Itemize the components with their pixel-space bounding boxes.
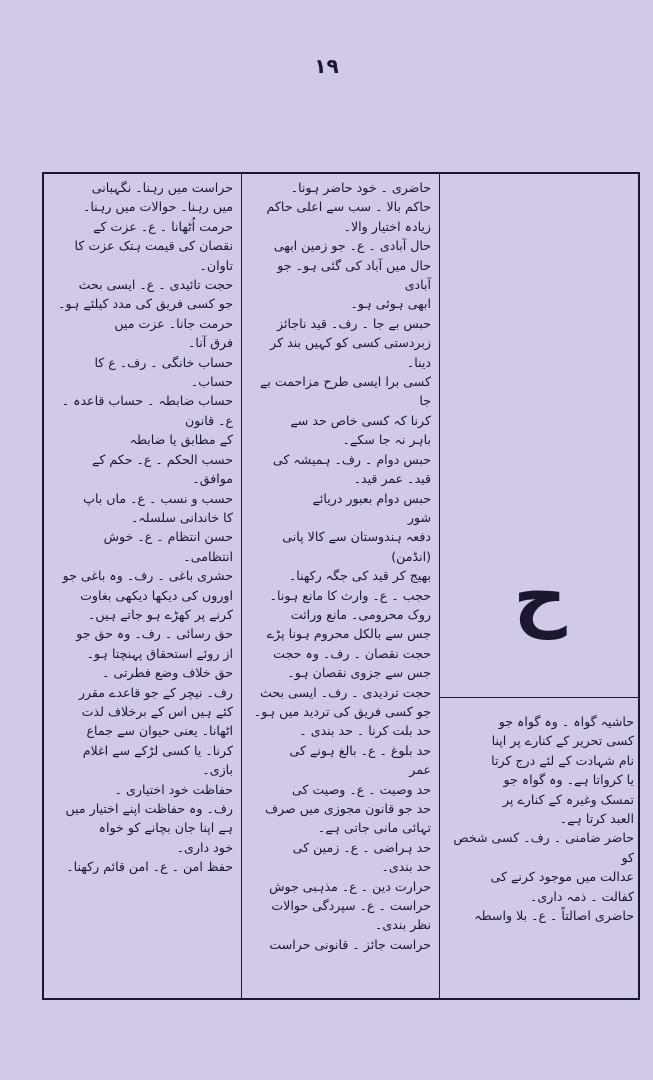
left-column (42, 172, 242, 1000)
entry-line: روک محرومی۔ مانع وراثت (290, 606, 431, 622)
entry-line: عدالت میں موجود کرنے کی (490, 869, 634, 885)
entry-line: العبد کرتا ہے۔ (559, 811, 634, 827)
entry-line: حاکم بالا ۔ سب سے اعلی حاکم (266, 199, 431, 215)
entry-line: موافق۔ (192, 471, 233, 487)
entry-line: رف۔ نیچر کے جو قاعدے مقرر (78, 684, 233, 700)
entry-line: حسب و نسب ۔ ع۔ ماں باپ (83, 490, 233, 506)
entry-line: حرمت جانا۔ عزت میں (114, 315, 233, 331)
column-divider (440, 697, 640, 698)
entry-line: حساب ضابطہ ۔ حساب قاعدہ ۔ ع۔ قانون (61, 393, 233, 428)
entry-line: اٹھانا۔ یعنی حیوان سے جماع (86, 723, 233, 739)
entry-line: از روئے استحقاق پہنچتا ہو۔ (86, 645, 233, 661)
right-column-entries (446, 712, 634, 925)
entry-line: بھیج کر قید کی جگہ رکھنا۔ (288, 568, 431, 584)
entry-line: حجت تردیدی ۔ رف۔ ایسی بحث (260, 684, 431, 700)
entry-line: حد ہراضی ۔ ع۔ زمین کی (292, 839, 431, 855)
entry-line: تہائی مانی جاتی ہے۔ (317, 820, 431, 836)
entry-line: حرارت دین ۔ ع۔ مذہبی جوش (269, 878, 431, 894)
entry-line: بازی۔ (202, 762, 233, 778)
entry-line: کئے ہیں اس کے برخلاف لذت (81, 703, 233, 719)
entry-line: حساب خانگی ۔ رف۔ ع کا (94, 354, 233, 370)
entry-line: حق خلاف وضع فطرتی ۔ (102, 665, 233, 681)
entry-line: کرنا۔ یا کسی لڑکے سے اغلام (82, 742, 233, 758)
entry-line: خود داری۔ (176, 839, 233, 855)
entry-line: رف۔ وہ حفاظت اپنے اختیار میں (65, 801, 233, 816)
entry-line: میں رہنا۔ حوالات میں رہنا۔ (82, 199, 233, 215)
entry-line: نظر بندی۔ (375, 917, 431, 933)
entry-line: کسی تحریر کے کنارے پر اپنا (491, 733, 634, 749)
entry-line: حبس دوام بعبور دریائے (312, 490, 431, 506)
entry-line: ہے اپنا جان بچانے کو خواہ (98, 820, 233, 836)
entry-line: حال آبادی ۔ ع۔ جو زمین ابھی (273, 238, 431, 254)
entry-line: حسن انتظام ۔ ع۔ خوش (103, 529, 233, 545)
entry-line: جو کسی فریق کی تردید میں ہو۔ (253, 703, 431, 719)
entry-line: کسی برا ایسی طرح مزاحمت بے جا (259, 374, 431, 409)
entry-line: حراست جائز ۔ قانونی حراست (269, 936, 431, 952)
page-number: ١٩ (314, 54, 339, 78)
entry-line: حرمت اُٹھانا ۔ ع۔ عزت کے (93, 218, 233, 234)
entry-line: فرق آنا۔ (188, 335, 233, 351)
entry-line: حبس بے جا ۔ رف۔ قید ناجائز (277, 315, 431, 331)
entry-line: یا کرواتا ہے۔ وہ گواہ جو (503, 772, 634, 788)
entry-line: کرنے پر کھڑے ہو جاتے ہیں۔ (88, 606, 233, 622)
entry-line: حجب ۔ ع۔ وارث کا مانع ہونا۔ (269, 587, 431, 603)
entry-line: قید۔ عمر قید۔ (353, 471, 431, 487)
entry-line: تمسک وغیرہ کے کنارے پر (502, 791, 634, 807)
entry-line: حد بلت کرنا ۔ حد بندی ۔ (299, 723, 431, 739)
entry-line: کا خاندانی سلسلہ۔ (131, 509, 233, 525)
entry-line: حجت تائیدی ۔ ع۔ ایسی بحث (78, 277, 233, 293)
entry-line: حبس دوام ۔ رف۔ ہمیشہ کی (272, 451, 431, 467)
entry-line: عمر (409, 762, 431, 778)
entry-line: نام شہادت کے لئے درج کرتا (491, 752, 634, 768)
entry-line: حد جو قانون مجوزی میں صرف (265, 801, 431, 816)
entry-line: حد وصیت ۔ ع۔ وصیت کی (291, 781, 431, 797)
entry-line: حراست ۔ ع۔ سپردگی حوالات (271, 898, 431, 914)
entry-line: حشری باغی ۔ رف۔ وہ باغی جو (62, 568, 233, 584)
entry-line: حفاظت خود اختیاری ۔ (114, 781, 233, 797)
entry-line: حسب الحکم ۔ ع۔ حکم کے (92, 451, 233, 467)
entry-line: حاضری ۔ خود حاضر ہونا۔ (290, 180, 431, 195)
entry-line: جس سے بالکل محروم ہونا پڑے (266, 626, 431, 642)
entry-line: انتظامی۔ (183, 548, 233, 564)
entry-line: حق رسائی ۔ رف۔ وہ حق جو (76, 626, 233, 642)
entry-line: باہر نہ جا سکے۔ (342, 432, 431, 448)
entry-line: کرنا کہ کسی خاص حد سے (290, 412, 431, 428)
entry-line: حاضری اصالتاً ۔ ع۔ بلا واسطہ (474, 908, 634, 924)
entry-line: ابھی ہوئی ہو۔ (350, 296, 431, 312)
entry-line: حراست میں رہنا۔ نگہبانی (91, 180, 233, 195)
section-letter: ح (513, 554, 567, 640)
middle-column (242, 172, 440, 1000)
entry-line: تاوان۔ (199, 257, 233, 273)
entry-line: جو کسی فریق کی مدد کیلئے ہو۔ (58, 296, 233, 312)
entry-line: جس سے جزوی نقصان ہو۔ (287, 665, 431, 681)
entry-line: زبردستی کسی کو کہیں بند کر دینا۔ (270, 335, 431, 370)
entry-line: حجت نقصان ۔ رف۔ وہ حجت (273, 645, 431, 661)
entry-line: زیادہ اختیار والا۔ (343, 218, 431, 234)
entry-line: دفعہ ہندوستان سے کالا پانی (انڈمن) (282, 529, 431, 564)
entry-line: کے مطابق یا ضابطہ (129, 432, 233, 448)
entry-line: حاضر ضامنی ۔ رف۔ کسی شخص کو (453, 830, 634, 865)
entry-line: حفظ امن ۔ ع۔ امن قائم رکھنا۔ (66, 859, 233, 875)
entry-line: اوروں کی دیکھا دیکھی بغاوت (80, 587, 233, 603)
entry-line: حد بلوغ ۔ ع۔ بالغ ہونے کی (289, 742, 431, 758)
entry-line: حساب۔ (190, 374, 233, 390)
entry-line: حاشیہ گواہ ۔ وہ گواہ جو (498, 714, 634, 729)
entry-line: نقصان کی قیمت ہتک عزت کا (74, 238, 233, 254)
entry-line: حد بندی۔ (381, 859, 431, 875)
entry-line: حال میں آباد کی گئی ہو۔ جو آبادی (277, 257, 431, 293)
entry-line: شور (407, 509, 431, 525)
entry-line: کفالت ۔ ذمہ داری۔ (530, 888, 634, 904)
